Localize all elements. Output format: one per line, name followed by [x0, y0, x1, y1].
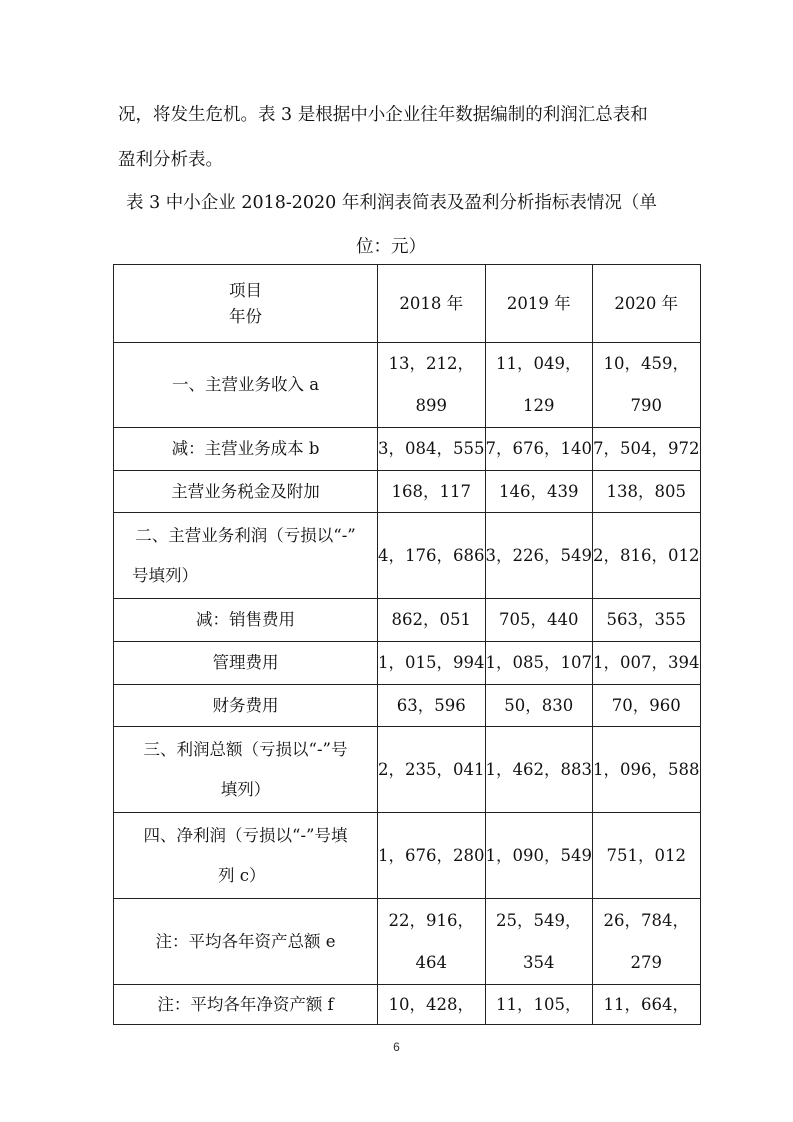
row-label: 减：主营业务成本 b	[114, 428, 378, 471]
value-2020: 563，355	[593, 599, 701, 642]
value-2019: 3，226，549	[485, 513, 593, 599]
table-row	[114, 685, 701, 727]
value-2018: 1，015，994	[378, 642, 486, 685]
value-2019: 50，830	[485, 685, 593, 727]
row-label: 一、主营业务收入 a	[114, 343, 378, 428]
value-2020: 70，960	[593, 685, 701, 727]
value-2019: 11，049， 129	[485, 343, 593, 428]
body-paragraph-line-2: 盈利分析表。	[118, 150, 223, 170]
row-label: 注：平均各年资产总额 e	[114, 899, 378, 985]
value-2020: 2，816，012	[593, 513, 701, 599]
table-row	[114, 813, 701, 899]
value-2018: 3，084，555	[378, 428, 486, 471]
value-2019: 11，105，	[485, 985, 593, 1025]
profit-table	[113, 264, 701, 1025]
table-caption-line-1: 表 3 中小企业 2018-2020 年利润表简表及盈利分析指标表情况（单	[126, 193, 657, 213]
table-row	[114, 343, 701, 428]
body-paragraph-line-1: 况，将发生危机。表 3 是根据中小企业往年数据编制的利润汇总表和	[118, 105, 648, 125]
value-2018: 13，212， 899	[378, 343, 486, 428]
value-2018: 22，916， 464	[378, 899, 486, 985]
value-2020: 138，805	[593, 471, 701, 513]
value-2019: 7，676，140	[485, 428, 593, 471]
header-year-2019: 2019 年	[485, 265, 593, 343]
table-row	[114, 428, 701, 471]
table-header-row	[114, 265, 701, 343]
row-label: 财务费用	[114, 685, 378, 727]
value-2018: 2，235，041	[378, 727, 486, 813]
value-2018: 4，176，686	[378, 513, 486, 599]
row-label: 注：平均各年净资产额 f	[114, 985, 378, 1025]
value-2020: 11，664，	[593, 985, 701, 1025]
header-year-2020: 2020 年	[593, 265, 701, 343]
table-row	[114, 513, 701, 599]
table-caption-line-2: 位：元）	[356, 237, 426, 257]
table-row	[114, 642, 701, 685]
header-year-label: 年份	[229, 306, 262, 326]
value-2019: 1，085，107	[485, 642, 593, 685]
value-2019: 146，439	[485, 471, 593, 513]
value-2020: 7，504，972	[593, 428, 701, 471]
row-label: 管理费用	[114, 642, 378, 685]
row-label: 减：销售费用	[114, 599, 378, 642]
header-year-2018: 2018 年	[378, 265, 486, 343]
table-row	[114, 899, 701, 985]
page-number: 6	[393, 1040, 400, 1054]
value-2020: 26，784， 279	[593, 899, 701, 985]
value-2020: 751，012	[593, 813, 701, 899]
value-2019: 705，440	[485, 599, 593, 642]
table-row	[114, 471, 701, 513]
value-2020: 1，007，394	[593, 642, 701, 685]
value-2020: 10，459， 790	[593, 343, 701, 428]
row-label: 三、利润总额（亏损以“-”号 填列）	[114, 727, 378, 813]
table-row	[114, 727, 701, 813]
value-2018: 63，596	[378, 685, 486, 727]
value-2019: 25，549， 354	[485, 899, 593, 985]
table-row	[114, 599, 701, 642]
row-label: 主营业务税金及附加	[114, 471, 378, 513]
table-row	[114, 985, 701, 1025]
value-2018: 1，676，280	[378, 813, 486, 899]
value-2019: 1，462，883	[485, 727, 593, 813]
value-2019: 1，090，549	[485, 813, 593, 899]
value-2020: 1，096，588	[593, 727, 701, 813]
header-label-cell	[114, 265, 378, 343]
value-2018: 10，428，	[378, 985, 486, 1025]
row-label: 四、净利润（亏损以“-”号填 列 c）	[114, 813, 378, 899]
header-item-label: 项目	[229, 280, 262, 300]
value-2018: 168，117	[378, 471, 486, 513]
value-2018: 862，051	[378, 599, 486, 642]
row-label: 二、主营业务利润（亏损以“-” 号填列）	[114, 513, 378, 599]
